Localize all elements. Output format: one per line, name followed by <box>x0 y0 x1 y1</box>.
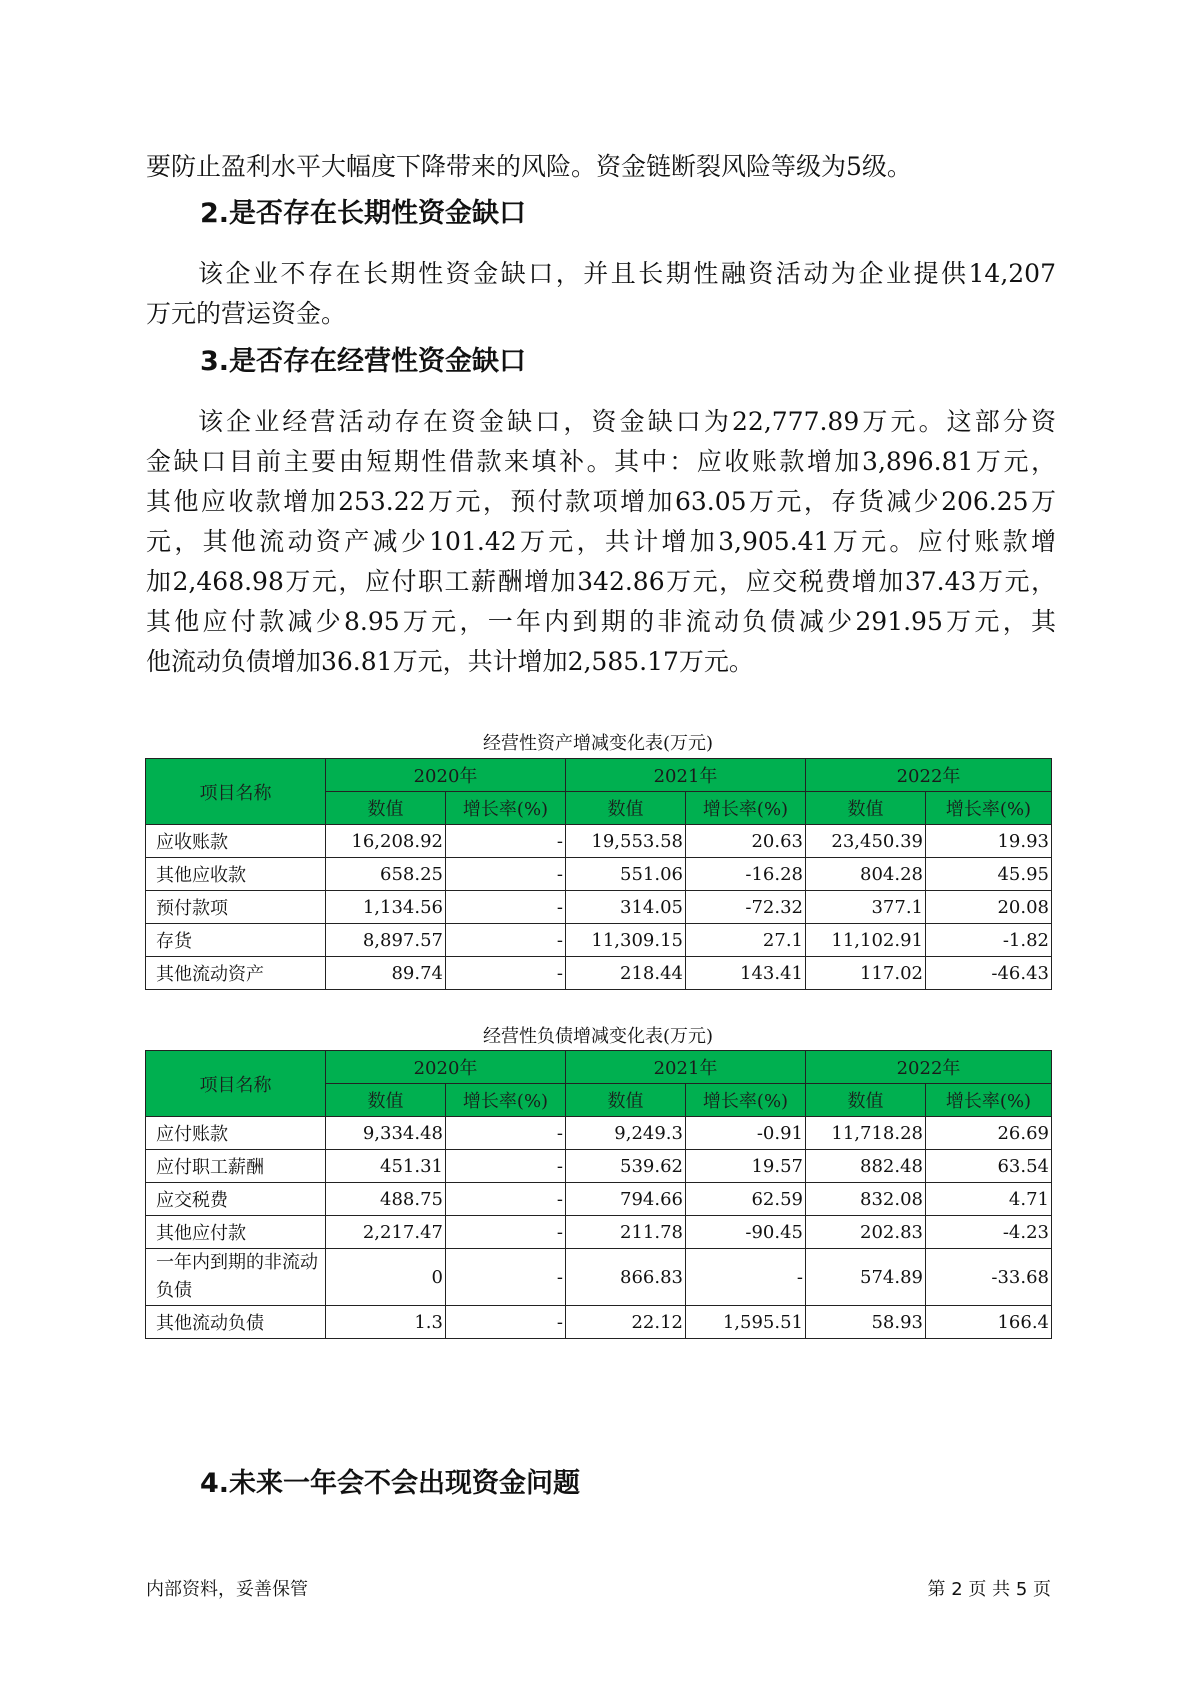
cell: 0 <box>326 1249 446 1306</box>
header-value: 数值 <box>806 792 926 825</box>
cell: 2,217.47 <box>326 1216 446 1249</box>
header-growth: 增长率(%) <box>686 1084 806 1117</box>
cell: - <box>446 957 566 990</box>
cell: 11,309.15 <box>566 924 686 957</box>
cell: 27.1 <box>686 924 806 957</box>
header-year-2022: 2022年 <box>806 759 1052 792</box>
cell: - <box>446 1183 566 1216</box>
cell: 9,249.3 <box>566 1117 686 1150</box>
row-name: 应交税费 <box>146 1183 326 1216</box>
cell: -46.43 <box>926 957 1052 990</box>
cell: 551.06 <box>566 858 686 891</box>
table-row <box>146 1117 1052 1150</box>
asset-table-caption: 经营性资产增减变化表(万元) <box>482 733 714 754</box>
row-name: 其他应付款 <box>146 1216 326 1249</box>
cell: - <box>446 1306 566 1339</box>
cell: 658.25 <box>326 858 446 891</box>
header-year-2020: 2020年 <box>326 759 566 792</box>
cell: -4.23 <box>926 1216 1052 1249</box>
section-heading-long-term-gap: 2.是否存在长期性资金缺口 <box>200 198 527 229</box>
table-row <box>146 825 1052 858</box>
header-growth: 增长率(%) <box>926 792 1052 825</box>
cell: 202.83 <box>806 1216 926 1249</box>
cell: 451.31 <box>326 1150 446 1183</box>
cell: 11,102.91 <box>806 924 926 957</box>
cell: 9,334.48 <box>326 1117 446 1150</box>
header-value: 数值 <box>806 1084 926 1117</box>
header-year-2021: 2021年 <box>566 1051 806 1084</box>
cell: 866.83 <box>566 1249 686 1306</box>
table-row <box>146 1306 1052 1339</box>
header-value: 数值 <box>566 1084 686 1117</box>
cell: 63.54 <box>926 1150 1052 1183</box>
cell: 882.48 <box>806 1150 926 1183</box>
table-row <box>146 924 1052 957</box>
cell: 16,208.92 <box>326 825 446 858</box>
cell: 89.74 <box>326 957 446 990</box>
footer-page-number: 第 2 页 共 5 页 <box>927 1579 1051 1600</box>
cell: - <box>446 1249 566 1306</box>
cell: 804.28 <box>806 858 926 891</box>
cell: 19.57 <box>686 1150 806 1183</box>
paragraph-risk-level <box>146 147 1056 187</box>
row-name: 应付职工薪酬 <box>146 1150 326 1183</box>
header-item-name: 项目名称 <box>146 759 326 825</box>
cell: - <box>446 825 566 858</box>
table-row <box>146 1150 1052 1183</box>
cell: 8,897.57 <box>326 924 446 957</box>
cell: 574.89 <box>806 1249 926 1306</box>
header-year-2022: 2022年 <box>806 1051 1052 1084</box>
paragraph-line: 元，其他流动资产减少101.42万元，共计增加3,905.41万元。应付账款增 <box>146 527 1056 556</box>
cell: -0.91 <box>686 1117 806 1150</box>
header-item-name: 项目名称 <box>146 1051 326 1117</box>
cell: 58.93 <box>806 1306 926 1339</box>
cell: 62.59 <box>686 1183 806 1216</box>
cell: -16.28 <box>686 858 806 891</box>
paragraph-line: 要防止盈利水平大幅度下降带来的风险。资金链断裂风险等级为5级。 <box>146 152 912 181</box>
paragraph-operating-gap <box>146 402 1056 682</box>
header-year-2020: 2020年 <box>326 1051 566 1084</box>
cell: - <box>446 891 566 924</box>
row-name: 应收账款 <box>146 825 326 858</box>
header-growth: 增长率(%) <box>686 792 806 825</box>
cell: 4.71 <box>926 1183 1052 1216</box>
cell: - <box>686 1249 806 1306</box>
cell: - <box>446 1117 566 1150</box>
paragraph-line: 该企业不存在长期性资金缺口，并且长期性融资活动为企业提供14,207 <box>198 259 1056 288</box>
cell: - <box>446 924 566 957</box>
header-growth: 增长率(%) <box>446 792 566 825</box>
row-name: 其他流动负债 <box>146 1306 326 1339</box>
paragraph-line: 该企业经营活动存在资金缺口，资金缺口为22,777.89万元。这部分资 <box>198 407 1056 436</box>
row-name: 存货 <box>146 924 326 957</box>
cell: 1,134.56 <box>326 891 446 924</box>
cell: - <box>446 858 566 891</box>
cell: 166.4 <box>926 1306 1052 1339</box>
paragraph-line: 他流动负债增加36.81万元，共计增加2,585.17万元。 <box>146 647 754 676</box>
cell: 218.44 <box>566 957 686 990</box>
cell: 488.75 <box>326 1183 446 1216</box>
paragraph-line: 其他应付款减少8.95万元，一年内到期的非流动负债减少291.95万元，其 <box>146 607 1056 636</box>
table-row <box>146 1249 1052 1306</box>
cell: 539.62 <box>566 1150 686 1183</box>
cell: 22.12 <box>566 1306 686 1339</box>
paragraph-line: 金缺口目前主要由短期性借款来填补。其中：应收账款增加3,896.81万元， <box>146 447 1056 476</box>
cell: 26.69 <box>926 1117 1052 1150</box>
cell: 11,718.28 <box>806 1117 926 1150</box>
table-row <box>146 1216 1052 1249</box>
row-name: 一年内到期的非流动负债 <box>146 1249 326 1306</box>
header-growth: 增长率(%) <box>446 1084 566 1117</box>
header-value: 数值 <box>566 792 686 825</box>
cell: - <box>446 1150 566 1183</box>
row-name: 预付款项 <box>146 891 326 924</box>
liability-change-table <box>145 1050 1052 1339</box>
cell: -72.32 <box>686 891 806 924</box>
cell: -1.82 <box>926 924 1052 957</box>
cell: 45.95 <box>926 858 1052 891</box>
row-name: 其他应收款 <box>146 858 326 891</box>
cell: 20.63 <box>686 825 806 858</box>
cell: 211.78 <box>566 1216 686 1249</box>
cell: 20.08 <box>926 891 1052 924</box>
footer-confidential-note: 内部资料，妥善保管 <box>146 1579 308 1600</box>
table-row <box>146 858 1052 891</box>
cell: 117.02 <box>806 957 926 990</box>
row-name: 其他流动资产 <box>146 957 326 990</box>
cell: 377.1 <box>806 891 926 924</box>
paragraph-line: 万元的营运资金。 <box>146 299 347 328</box>
cell: 314.05 <box>566 891 686 924</box>
cell: 19,553.58 <box>566 825 686 858</box>
cell: -90.45 <box>686 1216 806 1249</box>
paragraph-line: 加2,468.98万元，应付职工薪酬增加342.86万元，应交税费增加37.43万元， <box>146 567 1056 596</box>
cell: 794.66 <box>566 1183 686 1216</box>
cell: 143.41 <box>686 957 806 990</box>
table-row <box>146 891 1052 924</box>
asset-change-table <box>145 758 1052 990</box>
header-value: 数值 <box>326 792 446 825</box>
table-row <box>146 957 1052 990</box>
paragraph-line: 其他应收款增加253.22万元，预付款项增加63.05万元，存货减少206.25万 <box>146 487 1056 516</box>
header-growth: 增长率(%) <box>926 1084 1052 1117</box>
row-name: 应付账款 <box>146 1117 326 1150</box>
cell: -33.68 <box>926 1249 1052 1306</box>
cell: - <box>446 1216 566 1249</box>
cell: 23,450.39 <box>806 825 926 858</box>
paragraph-long-term-gap <box>146 254 1056 334</box>
cell: 1.3 <box>326 1306 446 1339</box>
cell: 19.93 <box>926 825 1052 858</box>
header-value: 数值 <box>326 1084 446 1117</box>
liability-table-caption: 经营性负债增减变化表(万元) <box>482 1026 714 1047</box>
section-heading-operating-gap: 3.是否存在经营性资金缺口 <box>200 346 527 377</box>
header-year-2021: 2021年 <box>566 759 806 792</box>
section-heading-next-year: 4.未来一年会不会出现资金问题 <box>200 1468 581 1499</box>
cell: 1,595.51 <box>686 1306 806 1339</box>
cell: 832.08 <box>806 1183 926 1216</box>
table-row <box>146 1183 1052 1216</box>
